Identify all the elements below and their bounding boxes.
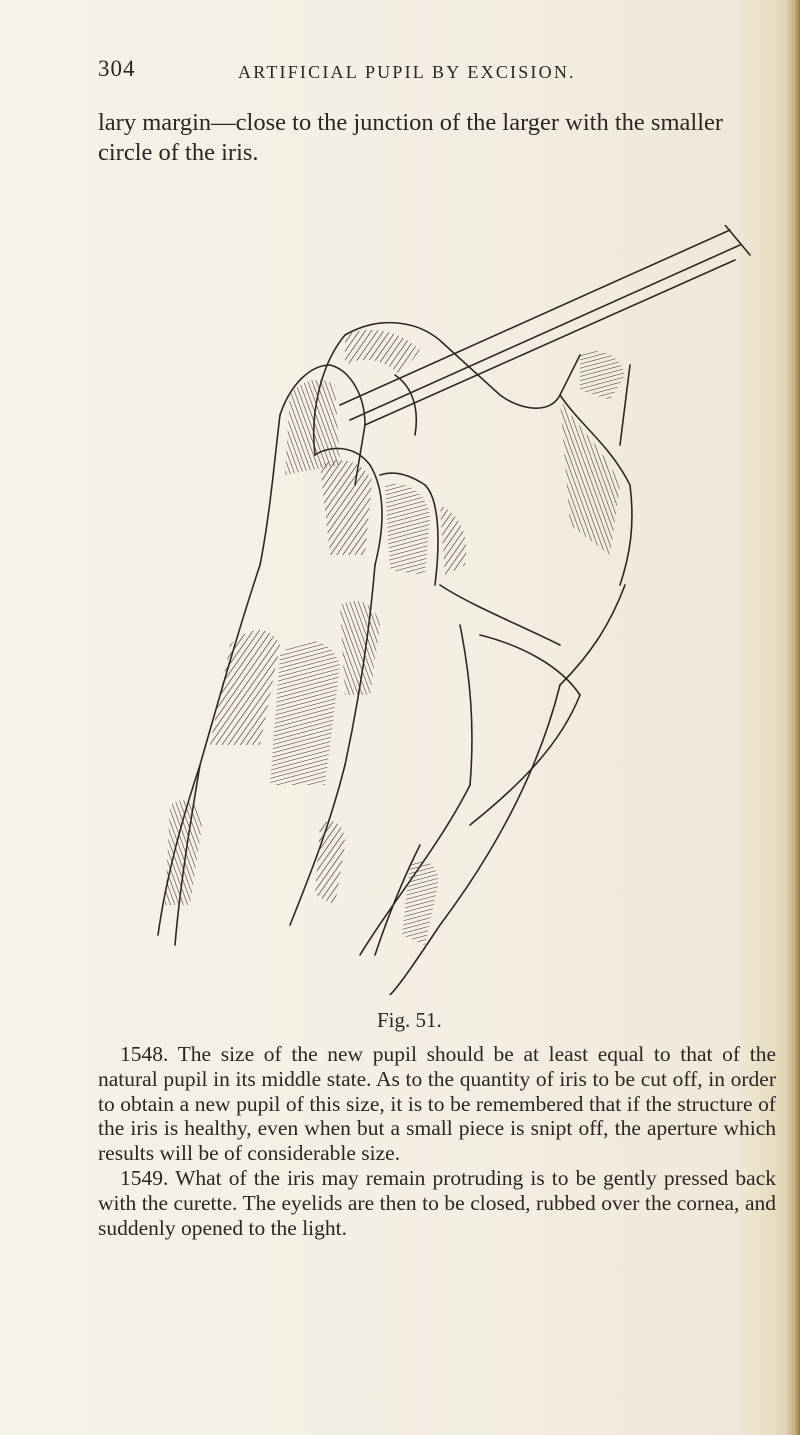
paragraph-1549: 1549. What of the iris may remain protruding is to be gently pressed back with the curette. The eyelids are then to be closed, rubbed over the cornea, and suddenly opened to the light. xyxy=(98,1165,776,1240)
page-number: 304 xyxy=(98,56,136,81)
continuation-paragraph: lary margin—close to the junction of the larger with the smaller circle of the iris. xyxy=(98,109,724,166)
figure-caption: Fig. 51. xyxy=(377,1008,442,1032)
page-header xyxy=(98,52,718,92)
page-edge-shadow xyxy=(786,0,800,1435)
body-text xyxy=(98,1042,776,1240)
running-head: ARTIFICIAL PUPIL BY EXCISION. xyxy=(238,62,576,82)
hand-holding-instrument-engraving xyxy=(140,225,760,995)
hand-illustration xyxy=(140,225,760,995)
paragraph-1548: 1548. The size of the new pupil should be at least equal to that of the natural pupil in its middle state. As to the quantity of iris to be cut off, in order to obtain a new pupil of this size, it is to be remembered that if the structure of the iris is healthy, even when but a small piece is snipt off, the aperture which results will be of considerable size. xyxy=(98,1042,776,1166)
